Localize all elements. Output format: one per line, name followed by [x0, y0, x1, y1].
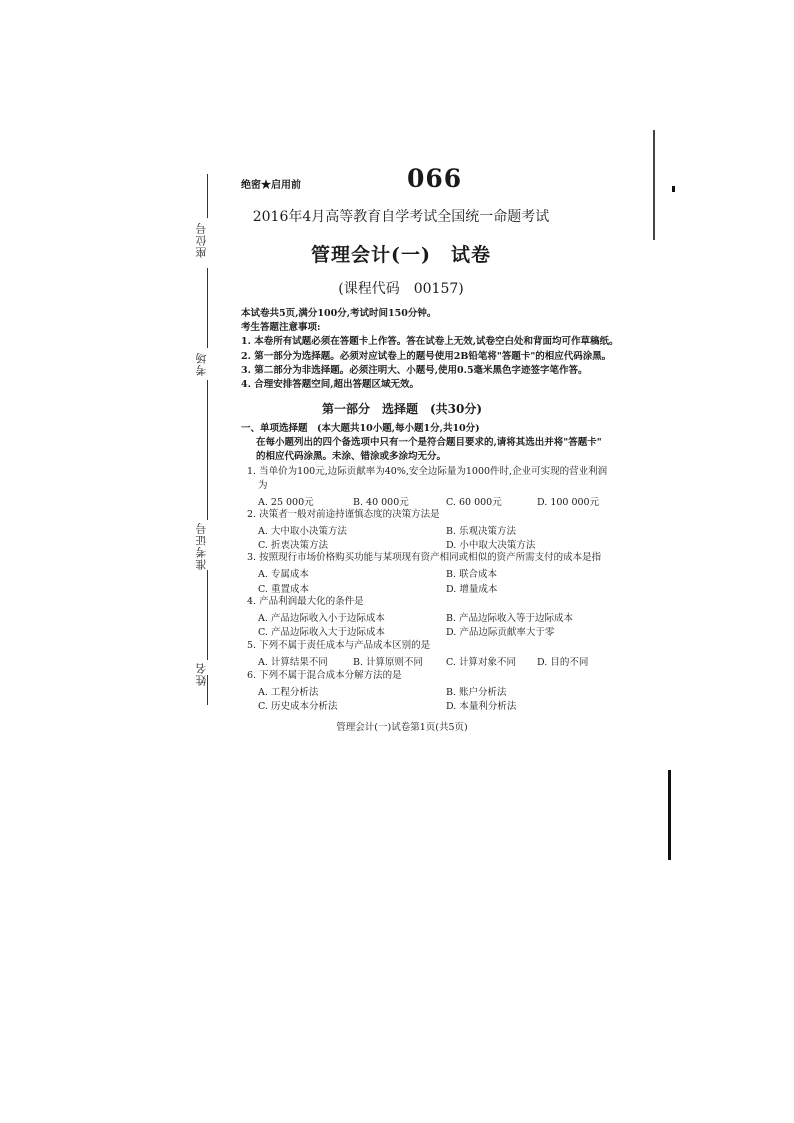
option-a: A. 工程分析法 [258, 687, 319, 698]
option-b: B. 40 000元 [353, 497, 409, 508]
question-stem: 4. 产品利润最大化的条件是 [247, 596, 364, 607]
option-b: B. 计算原则不同 [353, 657, 424, 668]
note-item: 4. 合理安排答题空间,超出答题区域无效。 [241, 379, 420, 390]
question-stem: 6. 下列不属于混合成本分解方法的是 [247, 670, 402, 681]
name-label: 姓名 [195, 662, 208, 686]
question-stem: 5. 下列不属于责任成本与产品成本区别的是 [247, 640, 431, 651]
option-a: A. 大中取小决策方法 [258, 526, 347, 537]
option-c: C. 历史成本分析法 [258, 701, 338, 712]
question-stem: 2. 决策者一般对前途持谨慎态度的决策方法是 [247, 509, 440, 520]
course-code: (课程代码 00157) [338, 281, 464, 297]
paper-title: 管理会计(一) 试卷 [311, 244, 491, 266]
question-stem: 1. 当单价为100元,边际贡献率为40%,安全边际量为1000件时,企业可实现的营业利润 [247, 466, 608, 477]
option-c: C. 折衷决策方法 [258, 540, 328, 551]
option-d: D. 100 000元 [537, 497, 600, 508]
option-a: A. 计算结果不同 [258, 657, 328, 668]
section-instruction: 的相应代码涂黑。未涂、错涂或多涂均无分。 [256, 451, 447, 462]
note-item: 3. 第二部分为非选择题。必须注明大、小题号,使用0.5毫米黑色字迹签字笔作答。 [241, 365, 588, 376]
option-b: B. 账户分析法 [446, 687, 507, 698]
option-d: D. 目的不同 [537, 657, 589, 668]
option-b: B. 乐观决策方法 [446, 526, 517, 537]
confidential-mark: 绝密★启用前 [241, 180, 301, 191]
option-c: C. 计算对象不同 [446, 657, 516, 668]
option-b: B. 产品边际收入等于边际成本 [446, 613, 574, 624]
seat-number-label: 座位号 [195, 222, 208, 258]
page-footer: 管理会计(一)试卷第1页(共5页) [336, 722, 468, 733]
note-item: 2. 第一部分为选择题。必须对应试卷上的题号使用2B铅笔将"答题卡"的相应代码涂黑。 [241, 351, 612, 362]
option-b: B. 联合成本 [446, 569, 498, 580]
option-d: D. 增量成本 [446, 584, 498, 595]
question-stem: 3. 按照现行市场价格购买功能与某项现有资产相同或相似的资产所需支付的成本是指 [247, 552, 602, 563]
paper-summary: 本试卷共5页,满分100分,考试时间150分钟。 [241, 308, 437, 319]
option-d: D. 产品边际贡献率大于零 [446, 627, 555, 638]
option-c: C. 60 000元 [446, 497, 502, 508]
note-item: 1. 本卷所有试题必须在答题卡上作答。答在试卷上无效,试卷空白处和背面均可作草稿纸。 [241, 336, 619, 347]
admission-number-label: 准考证号 [195, 522, 208, 570]
option-c: C. 重置成本 [258, 584, 309, 595]
part-one-title: 第一部分 选择题 (共30分) [321, 402, 483, 416]
scan-speck [672, 186, 675, 192]
notes-title: 考生答题注意事项: [241, 322, 321, 333]
paper-code: 066 [407, 164, 463, 193]
exam-room-label: 考场 [195, 352, 208, 376]
section-title: 一、单项选择题 (本大题共10小题,每小题1分,共10分) [241, 423, 480, 434]
scan-edge-line-bottom [668, 770, 671, 860]
question-stem-continued: 为 [258, 480, 268, 491]
section-instruction: 在每小题列出的四个备选项中只有一个是符合题目要求的,请将其选出并将"答题卡" [256, 437, 602, 448]
option-d: D. 小中取大决策方法 [446, 540, 536, 551]
exam-title: 2016年4月高等教育自学考试全国统一命题考试 [252, 209, 550, 225]
option-c: C. 产品边际收入大于边际成本 [258, 627, 385, 638]
option-a: A. 产品边际收入小于边际成本 [258, 613, 385, 624]
option-d: D. 本量利分析法 [446, 701, 517, 712]
option-a: A. 25 000元 [258, 497, 314, 508]
option-a: A. 专属成本 [258, 569, 309, 580]
